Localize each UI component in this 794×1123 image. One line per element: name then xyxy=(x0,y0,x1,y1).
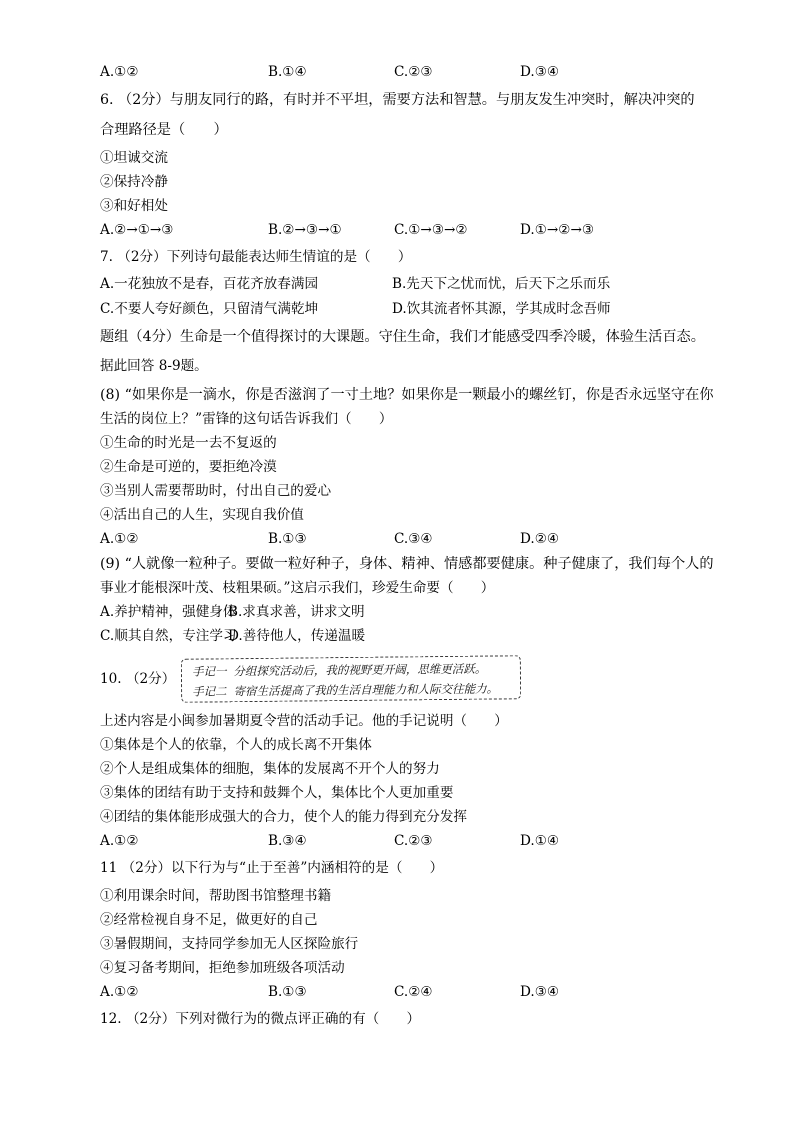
q8-options xyxy=(100,530,660,548)
option-b[interactable]: B.先天下之忧而忧，后天下之乐而乐 xyxy=(392,276,611,292)
option-b[interactable]: B.②→③→① xyxy=(268,222,342,238)
option-c[interactable]: C.②③ xyxy=(394,833,433,849)
option-d[interactable]: D.②④ xyxy=(520,531,560,547)
option-a[interactable]: A.养护精神，强健身体 xyxy=(100,604,237,620)
option-b[interactable]: B.①③ xyxy=(268,531,307,547)
q10-item: ③集体的团结有助于支持和鼓舞个人，集体比个人更加重要 xyxy=(100,785,454,801)
q8-item: ③当别人需要帮助时，付出自己的爱心 xyxy=(100,483,332,499)
q8-stem-line1: (8) “如果你是一滴水，你是否滋润了一寸土地？如果你是一颗最小的螺丝钉，你是否永远坚守在你 xyxy=(100,387,714,403)
group-intro-line2: 据此回答 8-9题。 xyxy=(100,358,208,374)
q6-item: ③和好相处 xyxy=(100,198,168,214)
q8-item: ①生命的时光是一去不复返的 xyxy=(100,435,277,451)
q9-stem-line2: 事业才能根深叶茂、枝粗果硕。”这启示我们，珍爱生命要（ ） xyxy=(100,580,495,596)
q7-options-row1 xyxy=(100,275,660,293)
q10-options xyxy=(100,832,660,850)
q8-stem-line2: 生活的岗位上？”雷锋的这句话告诉我们（ ） xyxy=(100,411,393,427)
q8-item: ②生命是可逆的，要拒绝冷漠 xyxy=(100,459,277,475)
q7-stem: 7. （2分）下列诗句最能表达师生情谊的是（ ） xyxy=(100,249,412,265)
q8-item: ④活出自己的人生，实现自我价值 xyxy=(100,507,304,523)
option-a[interactable]: A.①② xyxy=(100,984,139,1000)
option-b[interactable]: B.①④ xyxy=(268,64,307,80)
option-a[interactable]: A.①② xyxy=(100,531,139,547)
option-a[interactable]: A.②→①→③ xyxy=(100,222,174,238)
q6-stem-line2: 合理路径是（ ） xyxy=(100,122,228,138)
option-a[interactable]: A.一花独放不是春，百花齐放春满园 xyxy=(100,276,319,292)
option-a[interactable]: A.①② xyxy=(100,64,139,80)
q11-stem: 11 （2分）以下行为与“止于至善”内涵相符的是（ ） xyxy=(100,860,444,876)
q9-options-row2 xyxy=(100,627,660,645)
q9-stem-line1: (9) “人就像一粒种子。要做一粒好种子，身体、精神、情感都要健康。种子健康了，我们每个人的 xyxy=(100,556,714,572)
option-c[interactable]: C.①→③→② xyxy=(394,222,468,238)
q6-stem-line1: 6. （2分）与朋友同行的路，有时并不平坦，需要方法和智慧。与朋友发生冲突时，解决冲突的 xyxy=(100,92,695,108)
option-c[interactable]: C.顺其自然，专注学习 xyxy=(100,628,237,644)
option-b[interactable]: B.求真求善，讲求文明 xyxy=(228,604,365,620)
option-d[interactable]: D.饮其流者怀其源，学其成时念吾师 xyxy=(392,301,611,317)
option-b[interactable]: B.③④ xyxy=(268,833,307,849)
option-c[interactable]: C.③④ xyxy=(394,531,433,547)
option-c[interactable]: C.②④ xyxy=(394,984,433,1000)
q6-item: ②保持冷静 xyxy=(100,174,168,190)
q10-item: ④团结的集体能形成强大的合力，使个人的能力得到充分发挥 xyxy=(100,809,468,825)
option-c[interactable]: C.不要人夸好颜色，只留清气满乾坤 xyxy=(100,301,319,317)
option-d[interactable]: D.善待他人，传递温暖 xyxy=(228,628,366,644)
q10-item: ②个人是组成集体的细胞，集体的发展离不开个人的努力 xyxy=(100,761,440,777)
option-d[interactable]: D.①→②→③ xyxy=(520,222,595,238)
group-intro-line1: 题组（4分）生命是一个值得探讨的大课题。守住生命，我们才能感受四季冷暖，体验生活百态。 xyxy=(100,329,705,345)
q10-stem: 上述内容是小闽参加暑期夏令营的活动手记。他的手记说明（ ） xyxy=(100,713,508,729)
q11-options xyxy=(100,983,660,1001)
q10-item: ①集体是个人的依靠，个人的成长离不开集体 xyxy=(100,737,372,753)
option-a[interactable]: A.①② xyxy=(100,833,139,849)
q7-options-row2 xyxy=(100,300,660,318)
q11-item: ①利用课余时间，帮助图书馆整理书籍 xyxy=(100,888,332,904)
q10-note-1: 手记一 分组探究活动后，我的视野更开阔，思维更活跃。 xyxy=(191,661,487,679)
q11-item: ④复习备考期间，拒绝参加班级各项活动 xyxy=(100,960,345,976)
q12-stem: 12. （2分）下列对微行为的微点评正确的有（ ） xyxy=(100,1011,421,1027)
q6-options xyxy=(100,221,660,239)
q10-note-2: 手记二 寄宿生活提高了我的生活自理能力和人际交往能力。 xyxy=(192,681,499,699)
option-c[interactable]: C.②③ xyxy=(394,64,433,80)
q6-item: ①坦诚交流 xyxy=(100,150,168,166)
q5-options xyxy=(100,63,660,81)
option-d[interactable]: D.③④ xyxy=(520,984,560,1000)
q11-item: ②经常检视自身不足，做更好的自己 xyxy=(100,912,318,928)
q11-item: ③暑假期间，支持同学参加无人区探险旅行 xyxy=(100,936,359,952)
q10-notes-box xyxy=(181,655,521,703)
option-b[interactable]: B.①③ xyxy=(268,984,307,1000)
option-d[interactable]: D.③④ xyxy=(520,64,560,80)
q9-options-row1 xyxy=(100,603,660,621)
option-d[interactable]: D.①④ xyxy=(520,833,560,849)
q10-label: 10. （2分） xyxy=(100,671,176,687)
